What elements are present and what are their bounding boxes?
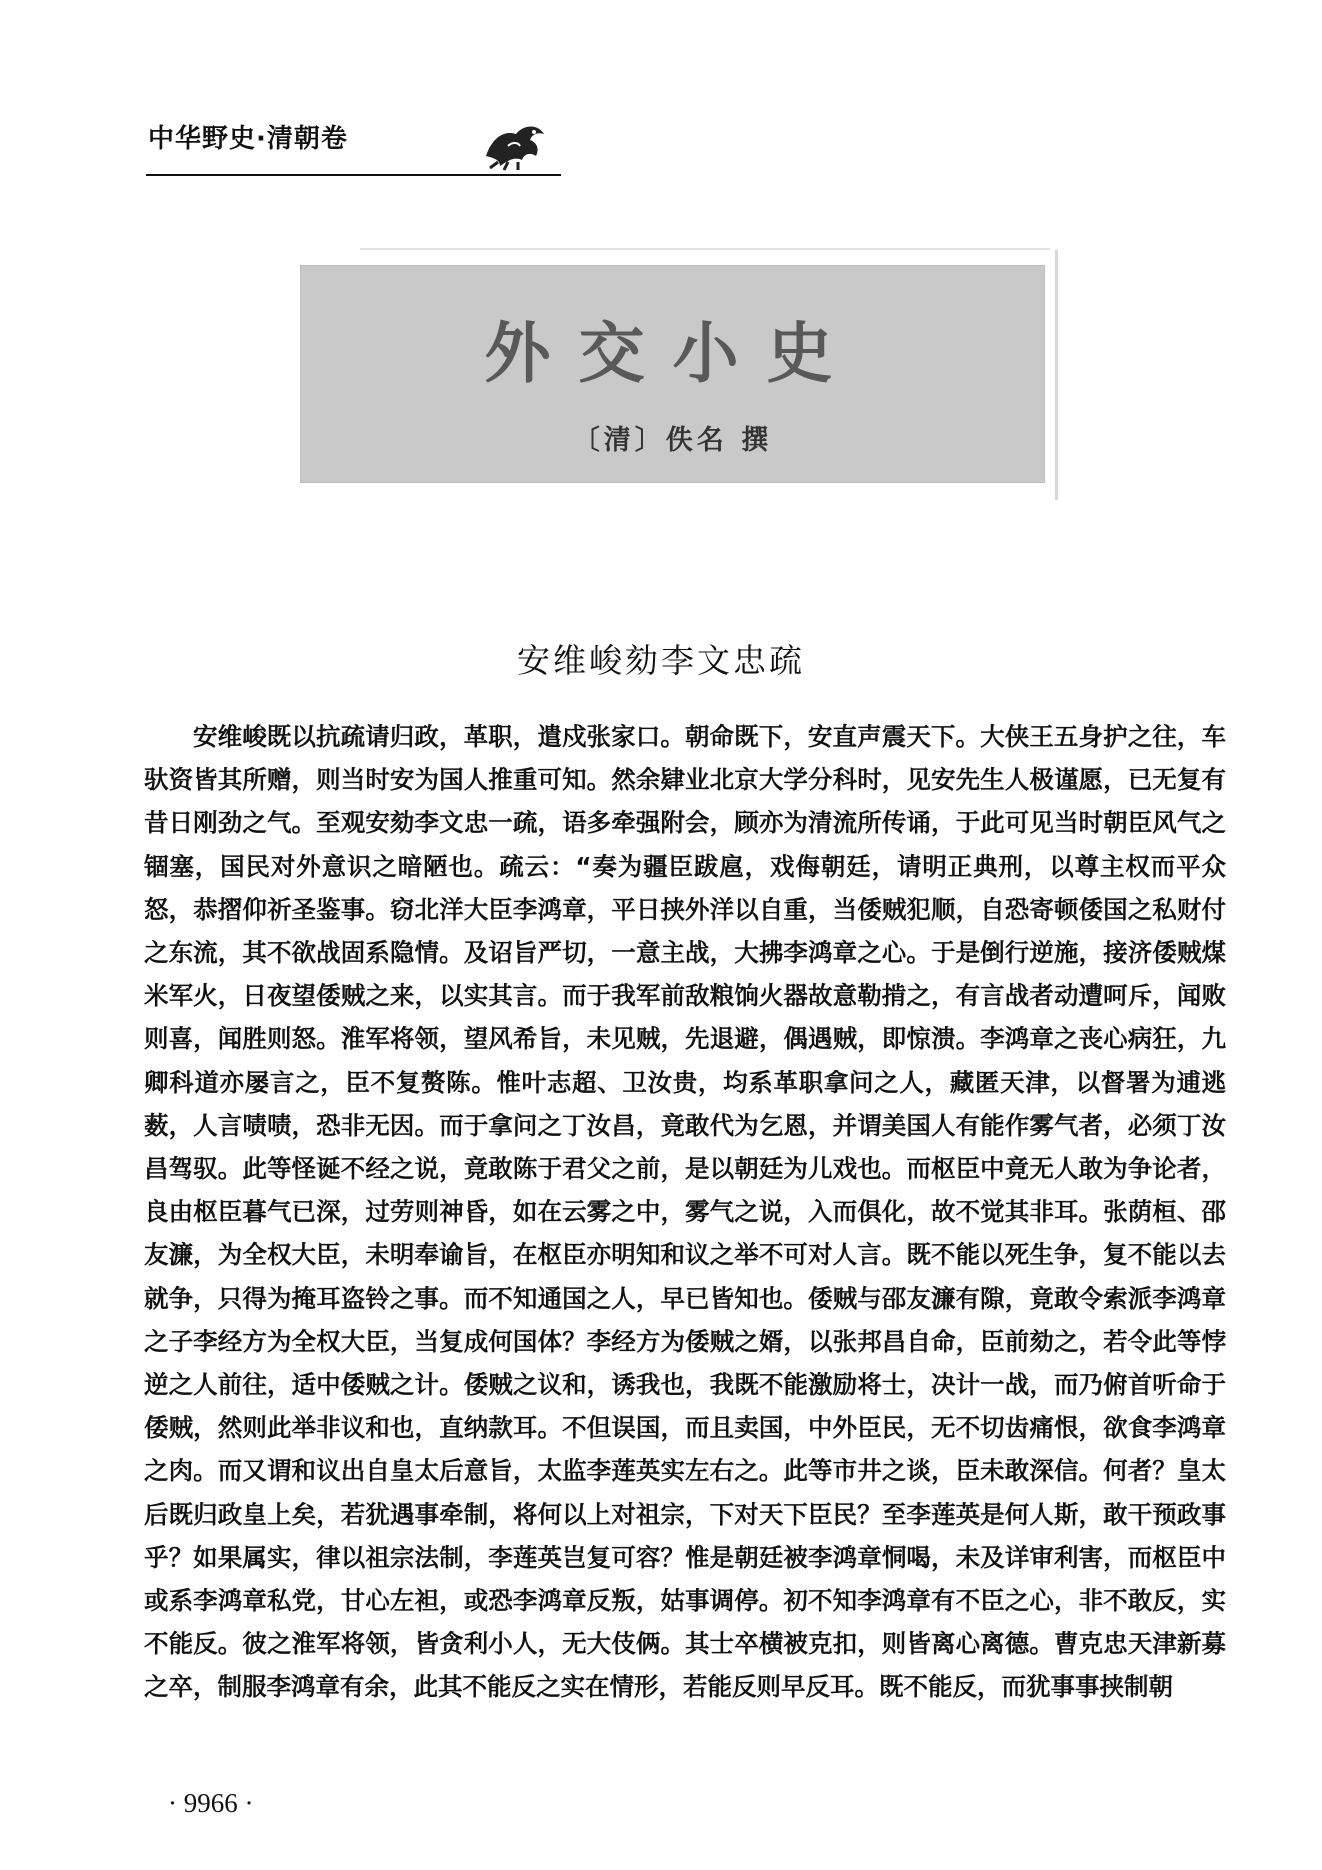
article-body — [144, 715, 1226, 1709]
book-title: 外交小史 — [484, 314, 861, 392]
dragon-emblem-icon — [478, 116, 554, 174]
body-paragraph: 安维峻既以抗疏请归政，革职，遣戍张家口。朝命既下，安直声震天下。大侠王五身护之往，车驮资皆其所赠，则当时安为国人推重可知。然余肄业北京大学分科时，见安先生人极谨愿，已无复有昔日刚劲之气。至观安劾李文忠一疏，语多牵强附会，顾亦为清流所传诵，于此可见当时朝臣风气之锢塞，国民对外意识之暗陋也。疏云：“奏为疆臣跋扈，戏侮朝廷，请明正典刑，以尊主权而平众怒，恭摺仰祈圣鉴事。窃北洋大臣李鸿章，平日挟外洋以自重，当倭贼犯顺，自恐寄顿倭国之私财付之东流，其不欲战固系隐情。及诏旨严切，一意主战，大拂李鸿章之心。于是倒行逆施，接济倭贼煤米军火，日夜望倭贼之来，以实其言。而于我军前敌粮饷火器故意勒掯之，有言战者动遭呵斥，闻败则喜，闻胜则怒。淮军将领，望风希旨，未见贼，先退避，偶遇贼，即惊溃。李鸿章之丧心病狂，九卿科道亦屡言之，臣不复赘陈。惟叶志超、卫汝贵，均系革职拿问之人，藏匿天津，以督署为逋逃薮，人言啧啧，恐非无因。而于拿问之丁汝昌，竟敢代为乞恩，并谓美国人有能作雾气者，必须丁汝昌驾驭。此等怪诞不经之说，竟敢陈于君父之前，是以朝廷为儿戏也。而枢臣中竟无人敢为争论者，良由枢臣暮气已深，过劳则神昏，如在云雾之中，雾气之说，入而俱化，故不觉其非耳。张荫桓、邵友濂，为全权大臣，未明奉谕旨，在枢臣亦明知和议之举不可对人言。既不能以死生争，复不能以去就争，只得为掩耳盗铃之事。而不知通国之人，早已皆知也。倭贼与邵友濂有隙，竟敢令索派李鸿章之子李经方为全权大臣，当复成何国体？李经方为倭贼之婿，以张邦昌自命，臣前劾之，若令此等悖逆之人前往，适中倭贼之计。倭贼之议和，诱我也，我既不能激励将士，决计一战，而乃俯首听命于倭贼，然则此举非议和也，直纳款耳。不但误国，而且卖国，中外臣民，无不切齿痛恨，欲食李鸿章之肉。而又谓和议出自皇太后意旨，太监李莲英实左右之。此等市井之谈，臣未敢深信。何者？皇太后既归政皇上矣，若犹遇事牵制，将何以上对祖宗，下对天下臣民？至李莲英是何人斯，敢干预政事乎？如果属实，律以祖宗法制，李莲英岂复可容？惟是朝廷被李鸿章恫喝，未及详审利害，而枢臣中或系李鸿章私党，甘心左袒，或恐李鸿章反叛，姑事调停。初不知李鸿章有不臣之心，非不敢反，实不能反。彼之淮军将领，皆贪利小人，无大伎俩。其士卒横被克扣，则皆离心离德。曹克忠天津新募之卒，制服李鸿章有余，此其不能反之实在情形，若能反则早反耳。既不能反，而犹事事挟制朝 — [144, 722, 1226, 1702]
banner-decor-line — [360, 248, 1050, 250]
author-byline: 〔清〕佚名 撰 — [572, 425, 773, 456]
article-title: 安维峻劾李文忠疏 — [517, 641, 805, 680]
page-number: · 9966 · — [168, 1788, 254, 1818]
series-header: 中华野史·清朝卷 — [148, 124, 348, 154]
banner-decor-line — [1055, 250, 1058, 500]
header-rule — [146, 174, 561, 176]
